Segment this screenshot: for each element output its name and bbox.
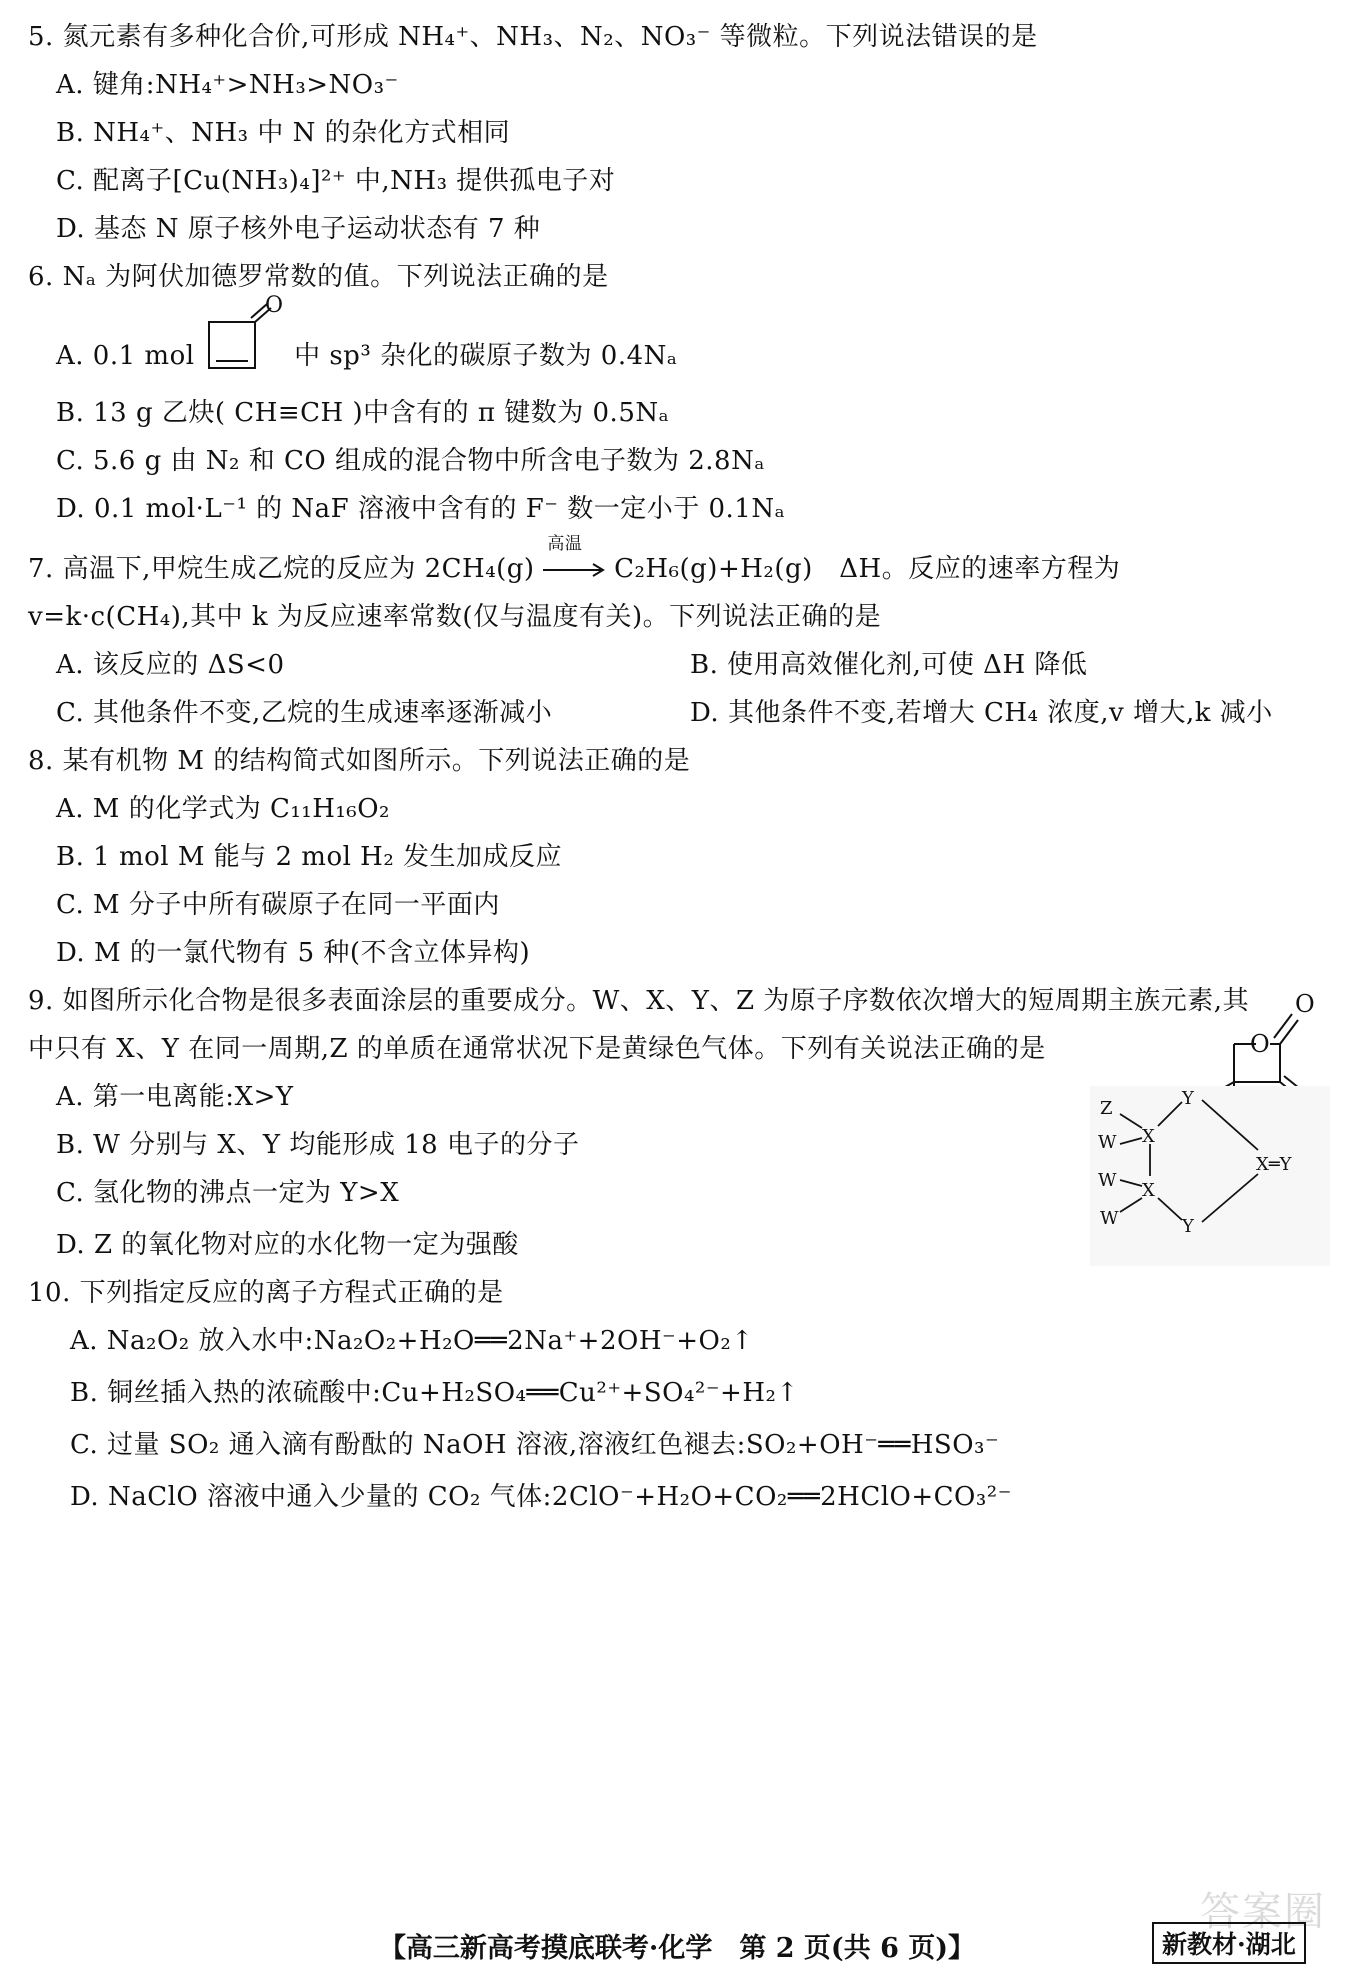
atom-x-double-y-label: X═Y: [1256, 1154, 1292, 1175]
q8-stem: 8. 某有机物 M 的结构简式如图所示。下列说法正确的是: [28, 746, 691, 776]
q8-option-c: C. M 分子中所有碳原子在同一平面内: [56, 890, 500, 920]
q7-stem-line2: v=k·c(CH₄),其中 k 为反应速率常数(仅与温度有关)。下列说法正确的是: [28, 602, 882, 632]
q9-option-d: D. Z 的氧化物对应的水化物一定为强酸: [56, 1230, 519, 1260]
q7-option-c: C. 其他条件不变,乙烷的生成速率逐渐减小: [56, 698, 553, 728]
atom-w-label-2: W: [1098, 1170, 1117, 1191]
q7-option-a: A. 该反应的 ΔS<0: [56, 650, 285, 680]
q10-stem: 10. 下列指定反应的离子方程式正确的是: [28, 1278, 504, 1308]
reaction-arrow-condition: 高温: [547, 534, 583, 554]
q9-option-b: B. W 分别与 X、Y 均能形成 18 电子的分子: [56, 1130, 580, 1160]
q7-option-b: B. 使用高效催化剂,可使 ΔH 降低: [690, 650, 1088, 680]
atom-x-label-2: X: [1142, 1180, 1155, 1201]
q5-option-a: A. 键角:NH₄⁺>NH₃>NO₃⁻: [56, 70, 399, 100]
q6-option-a: [56, 293, 678, 384]
q8-option-b: B. 1 mol M 能与 2 mol H₂ 发生加成反应: [56, 842, 563, 872]
atom-y-label-2: Y: [1182, 1216, 1194, 1237]
svg-text:O: O: [265, 293, 284, 318]
atom-z-label: Z: [1100, 1098, 1113, 1119]
q9-stem-line1: 9. 如图所示化合物是很多表面涂层的重要成分。W、X、Y、Z 为原子序数依次增大的短周期主族元素,其: [28, 986, 1250, 1016]
q7-stem-part2: C₂H₆(g)+H₂(g) ΔH。反应的速率方程为: [614, 554, 1121, 584]
carbonyl-oxygen-label: O: [1295, 990, 1315, 1018]
cyclobutenone-structure-figure: [207, 293, 284, 384]
page-footer: 【高三新高考摸底联考·化学 第 2 页(共 6 页)】: [378, 1933, 976, 1964]
q6-option-c: C. 5.6 g 由 N₂ 和 CO 组成的混合物中所含电子数为 2.8Nₐ: [56, 446, 765, 476]
atom-x-label-1: X: [1142, 1126, 1155, 1147]
q6-option-b: B. 13 g 乙炔( CH≡CH )中含有的 π 键数为 0.5Nₐ: [56, 398, 670, 428]
q5-stem: 5. 氮元素有多种化合价,可形成 NH₄⁺、NH₃、N₂、NO₃⁻ 等微粒。下列说法错误的是: [28, 22, 1038, 52]
q5-option-c: C. 配离子[Cu(NH₃)₄]²⁺ 中,NH₃ 提供孤电子对: [56, 166, 616, 196]
q5-option-d: D. 基态 N 原子核外电子运动状态有 7 种: [56, 214, 541, 244]
q7-option-d: D. 其他条件不变,若增大 CH₄ 浓度,v 增大,k 减小: [690, 698, 1273, 728]
q10-option-b: B. 铜丝插入热的浓硫酸中:Cu+H₂SO₄══Cu²⁺+SO₄²⁻+H₂↑: [70, 1378, 799, 1408]
q10-option-c: C. 过量 SO₂ 通入滴有酚酞的 NaOH 溶液,溶液红色褪去:SO₂+OH⁻══HSO₃⁻: [70, 1430, 1000, 1460]
q9-option-a: A. 第一电离能:X>Y: [56, 1082, 294, 1112]
q9-option-c: C. 氢化物的沸点一定为 Y>X: [56, 1178, 400, 1208]
q7-stem-line1: [28, 534, 1326, 585]
q6-option-d: D. 0.1 mol·L⁻¹ 的 NaF 溶液中含有的 F⁻ 数一定小于 0.1Nₐ: [56, 494, 786, 524]
reaction-arrow: [543, 534, 605, 580]
q10-option-d: D. NaClO 溶液中通入少量的 CO₂ 气体:2ClO⁻+H₂O+CO₂══2HClO+CO₃²⁻: [70, 1482, 1012, 1512]
atom-w-label-3: W: [1100, 1208, 1119, 1229]
q5-option-b: B. NH₄⁺、NH₃ 中 N 的杂化方式相同: [56, 118, 511, 148]
q6-option-a-suffix: 中 sp³ 杂化的碳原子数为 0.4Nₐ: [294, 341, 678, 371]
q8-option-d: D. M 的一氯代物有 5 种(不含立体异构): [56, 938, 531, 968]
q10-option-a: A. Na₂O₂ 放入水中:Na₂O₂+H₂O══2Na⁺+2OH⁻+O₂↑: [70, 1326, 754, 1356]
ring-oxygen-label: O: [1250, 1030, 1270, 1058]
watermark-logo: 答案圈: [1200, 1889, 1326, 1935]
footer-edition-tag: 新教材·湖北: [1152, 1922, 1306, 1964]
q8-option-a: A. M 的化学式为 C₁₁H₁₆O₂: [56, 794, 390, 824]
right-arrow-icon: [543, 560, 605, 580]
q6-option-a-prefix: A. 0.1 mol: [56, 341, 195, 371]
q6-stem: 6. Nₐ 为阿伏加德罗常数的值。下列说法正确的是: [28, 262, 609, 292]
atom-y-label-1: Y: [1182, 1088, 1194, 1109]
atom-w-label-1: W: [1098, 1132, 1117, 1153]
q7-stem-part1: 7. 高温下,甲烷生成乙烷的反应为 2CH₄(g): [28, 554, 535, 584]
compound-wxyz-structure-figure: [1090, 1086, 1330, 1266]
q9-stem-line2: 中只有 X、Y 在同一周期,Z 的单质在通常状况下是黄绿色气体。下列有关说法正确的是: [28, 1034, 1046, 1064]
